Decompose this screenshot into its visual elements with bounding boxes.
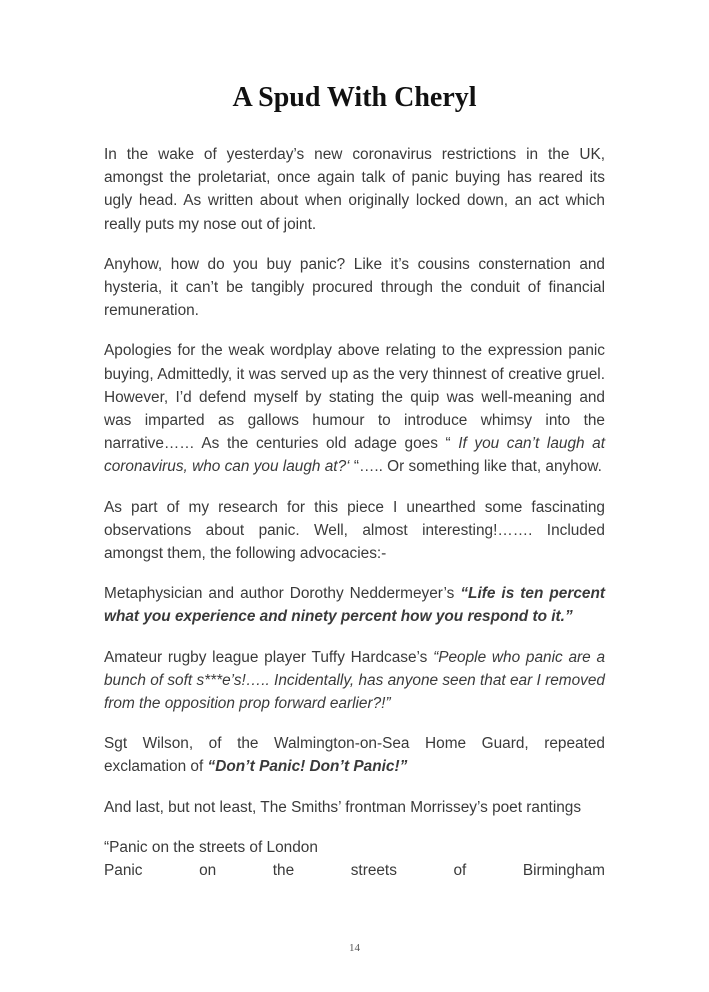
paragraph-morrissey: And last, but not least, The Smiths’ frontman Morrissey’s poet rantings <box>104 798 582 816</box>
paragraph-neddermeyer <box>104 582 605 628</box>
paragraph-wilson <box>104 732 605 778</box>
hardcase-quote: “People who panic are a bunch of soft s***e’s!….. Incidentally, has anyone seen that ear I removed from the opposition prop forward earlier?!” <box>104 648 605 713</box>
wilson-quote: “Don’t Panic! Don’t Panic!” <box>207 758 408 776</box>
lyric-word: Birmingham <box>522 862 605 880</box>
lyric-word: on <box>199 862 217 880</box>
lyric-word: Panic <box>104 862 143 880</box>
lyric-line-1: “Panic on the streets of London <box>104 838 318 856</box>
page-title: A Spud With Cheryl <box>232 82 477 113</box>
paragraph-hardcase <box>104 646 605 716</box>
lyric-line-2 <box>104 859 605 882</box>
neddermeyer-quote: “Life is ten percent what you experience and ninety percent how you respond to it.” <box>104 585 605 626</box>
paragraph-apologies-text: Apologies for the weak wordplay above relating to the expression panic buying, Admittedly, it was served up as the very thinnest of creative gruel. However, I’d defend myself by stating the quip was well-meaning and was imparted as gallows humour to introduce whimsy into the narrative…… As the centuries old adage goes “ <box>104 342 605 453</box>
lyric-word: streets <box>350 862 397 880</box>
paragraph-apologies <box>104 339 605 478</box>
hardcase-attribution: Amateur rugby league player Tuffy Hardcase’s <box>104 648 434 666</box>
adage-quote: If you can’t laugh at coronavirus, who can you laugh at?‘ <box>104 435 605 476</box>
paragraph-buy-panic: Anyhow, how do you buy panic? Like it’s cousins consternation and hysteria, it can’t be tangibly procured through the conduit of financial remuneration. <box>104 255 605 320</box>
wilson-attribution: Sgt Wilson, of the Walmington-on-Sea Home Guard, repeated exclamation of <box>104 735 605 776</box>
lyric-word: the <box>272 862 295 880</box>
neddermeyer-attribution: Metaphysician and author Dorothy Neddermeyer’s <box>104 585 461 603</box>
article-body <box>104 143 605 882</box>
page-number: 14 <box>349 942 360 954</box>
paragraph-intro: In the wake of yesterday’s new coronavirus restrictions in the UK, amongst the proletariat, once again talk of panic buying has reared its ugly head. As written about when originally locked down, an act which really puts my nose out of joint. <box>104 146 605 233</box>
paragraph-apologies-tail: “….. Or something like that, anyhow. <box>349 458 602 476</box>
paragraph-research: As part of my research for this piece I unearthed some fascinating observations about panic. Well, almost interesting!……. Included amongst them, the following advocacies:- <box>104 498 605 563</box>
lyric-word: of <box>453 862 467 880</box>
